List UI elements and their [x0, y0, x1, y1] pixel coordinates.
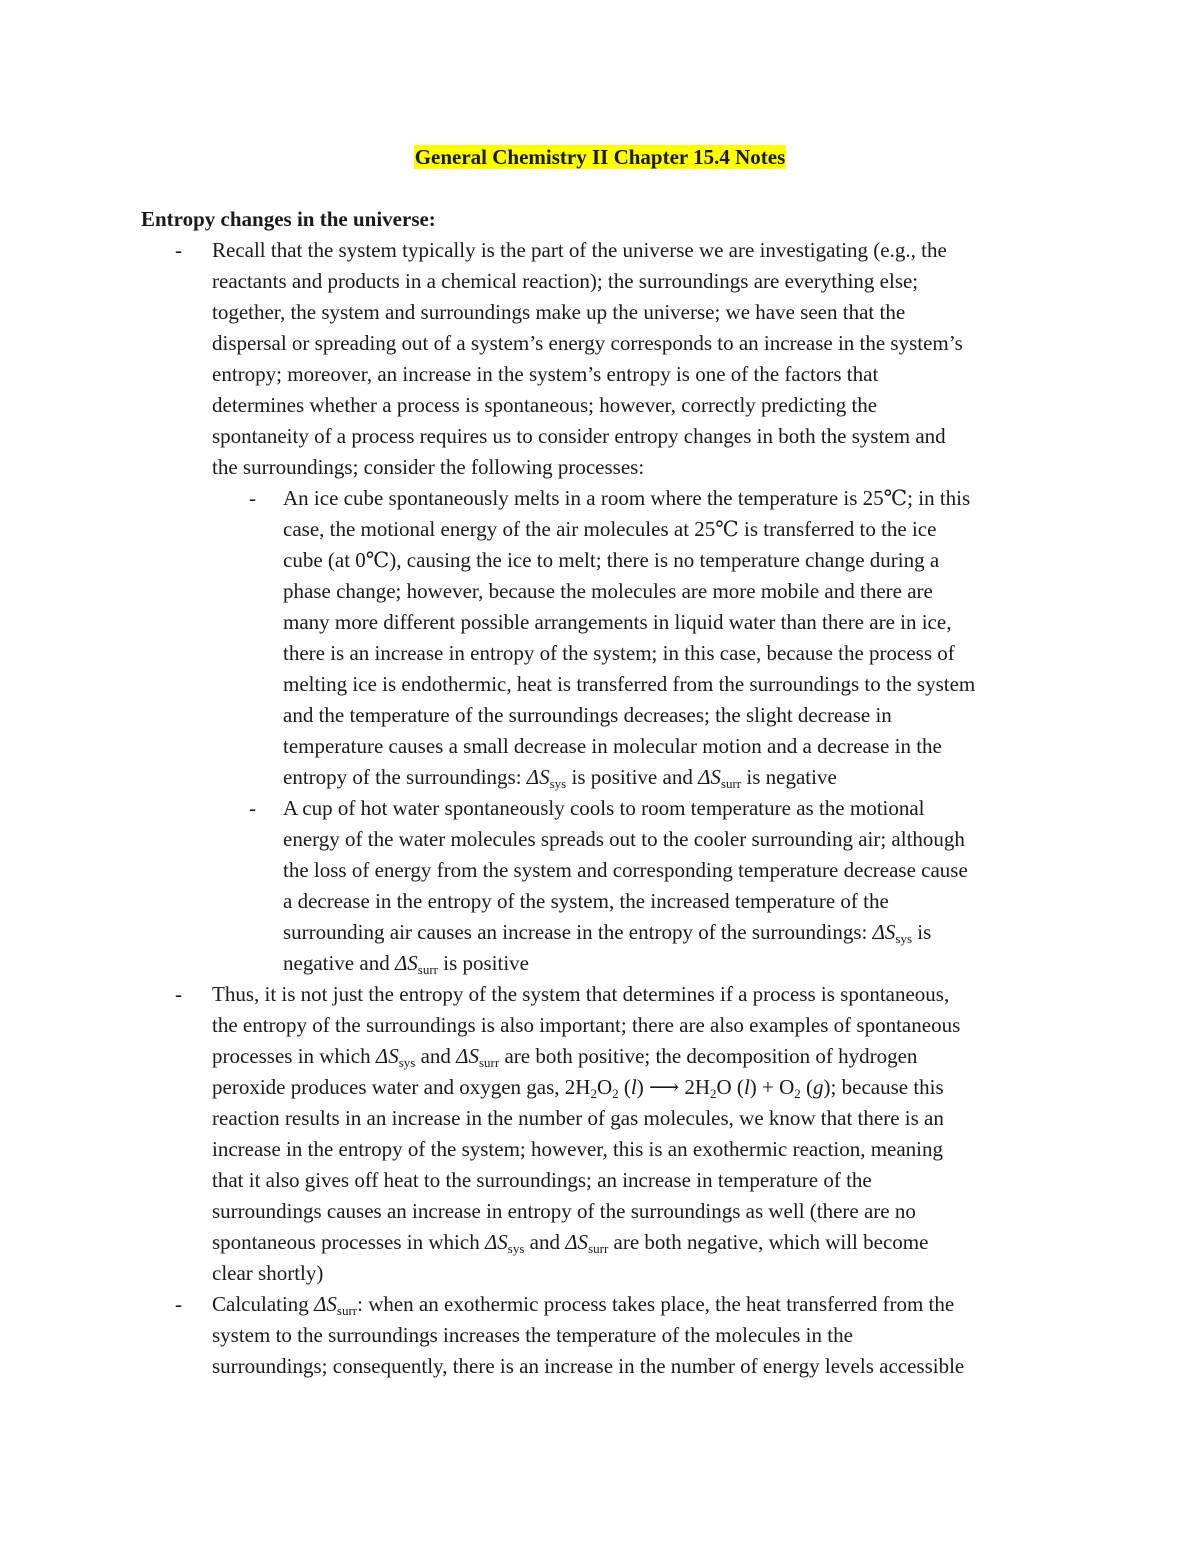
- text-line: surroundings causes an increase in entropy of the surroundings as well (there are no: [212, 1199, 916, 1223]
- text-line: case, the motional energy of the air molecules at 25℃ is transferred to the ice: [283, 517, 937, 541]
- text-line: reaction results in an increase in the number of gas molecules, we know that there is an: [212, 1106, 944, 1130]
- section-heading: Entropy changes in the universe:: [141, 207, 436, 231]
- text-line: increase in the entropy of the system; however, this is an exothermic reaction, meaning: [212, 1137, 944, 1161]
- text-line: surroundings; consequently, there is an increase in the number of energy levels accessible: [212, 1354, 965, 1378]
- subbullet-hot-water: [0, 793, 1063, 979]
- bullet-calculating-dssurr: [0, 1289, 1062, 1382]
- text-line: entropy of the surroundings: $\Delta S_{sys}$ is positive and $\Delta S_{surr}$ is negative: [283, 765, 837, 791]
- bullet-system-surroundings: [0, 235, 1062, 483]
- text-line: melting ice is endothermic, heat is transferred from the surroundings to the system: [283, 672, 976, 696]
- text-line: the surroundings; consider the following processes:: [212, 455, 645, 479]
- bullet-spontaneity-examples: [0, 979, 1062, 1289]
- text-line: the entropy of the surroundings is also important; there are also examples of spontaneous: [212, 1013, 961, 1037]
- text-line: An ice cube spontaneously melts in a room where the temperature is 25℃; in this: [283, 486, 971, 510]
- text-line: spontaneous processes in which $\Delta S_{sys}$ and $\Delta S_{surr}$ are both negative, which will become: [212, 1230, 929, 1256]
- bullet-dash: -: [249, 486, 256, 510]
- chemical-equation-line: peroxide produces water and oxygen gas, $2H_2O_2$ (l) ⟶ $2H_2O$ $(l) + O_2$ (g); because this: [212, 1075, 944, 1101]
- text-line: determines whether a process is spontaneous; however, correctly predicting the: [212, 393, 878, 417]
- bullet-dash: -: [175, 238, 182, 262]
- bullet-dash: -: [175, 982, 182, 1006]
- subbullet-ice-cube: [0, 483, 1063, 793]
- text-line: system to the surroundings increases the temperature of the molecules in the: [212, 1323, 853, 1347]
- text-line: phase change; however, because the molecules are more mobile and there are: [283, 579, 933, 603]
- title-container: [0, 142, 1200, 173]
- text-line: there is an increase in entropy of the system; in this case, because the process of: [283, 641, 955, 665]
- bullet-dash: -: [249, 796, 256, 820]
- text-line: spontaneity of a process requires us to consider entropy changes in both the system and: [212, 424, 946, 448]
- reaction-arrow: ⟶: [648, 1075, 680, 1099]
- text-line: that it also gives off heat to the surroundings; an increase in temperature of the: [212, 1168, 872, 1192]
- text-line: reactants and products in a chemical reaction); the surroundings are everything else;: [212, 269, 919, 293]
- text-line: A cup of hot water spontaneously cools to room temperature as the motional: [283, 796, 925, 820]
- text-line: Recall that the system typically is the part of the universe we are investigating (e.g., the: [212, 238, 947, 262]
- text-line: many more different possible arrangements in liquid water than there are in ice,: [283, 610, 952, 634]
- notes-content: [0, 235, 1200, 1382]
- text-line: processes in which $\Delta S_{sys}$ and $\Delta S_{surr}$ are both positive; the decomposition of hydrogen: [212, 1044, 918, 1070]
- text-line: the loss of energy from the system and corresponding temperature decrease cause: [283, 858, 968, 882]
- page-title: General Chemistry II Chapter 15.4 Notes: [414, 145, 786, 169]
- text-line: Thus, it is not just the entropy of the system that determines if a process is spontaneous,: [212, 982, 950, 1006]
- text-line: Calculating $\Delta S_{surr}$: when an exothermic process takes place, the heat transferred from the: [212, 1292, 955, 1318]
- bullet-dash: -: [175, 1292, 182, 1316]
- text-line: together, the system and surroundings make up the universe; we have seen that the: [212, 300, 906, 324]
- text-line: temperature causes a small decrease in molecular motion and a decrease in the: [283, 734, 942, 758]
- text-line: entropy; moreover, an increase in the system’s entropy is one of the factors that: [212, 362, 879, 386]
- text-line: clear shortly): [212, 1261, 324, 1285]
- text-line: negative and $\Delta S_{surr}$ is positive: [283, 951, 530, 977]
- text-line: cube (at 0℃), causing the ice to melt; there is no temperature change during a: [283, 548, 940, 572]
- text-line: and the temperature of the surroundings decreases; the slight decrease in: [283, 703, 892, 727]
- text-line: surrounding air causes an increase in the entropy of the surroundings: $\Delta S_{sys}$ is: [283, 920, 932, 946]
- text-line: a decrease in the entropy of the system, the increased temperature of the: [283, 889, 889, 913]
- text-line: dispersal or spreading out of a system’s energy corresponds to an increase in the system’s: [212, 331, 963, 355]
- text-line: energy of the water molecules spreads out to the cooler surrounding air; although: [283, 827, 965, 851]
